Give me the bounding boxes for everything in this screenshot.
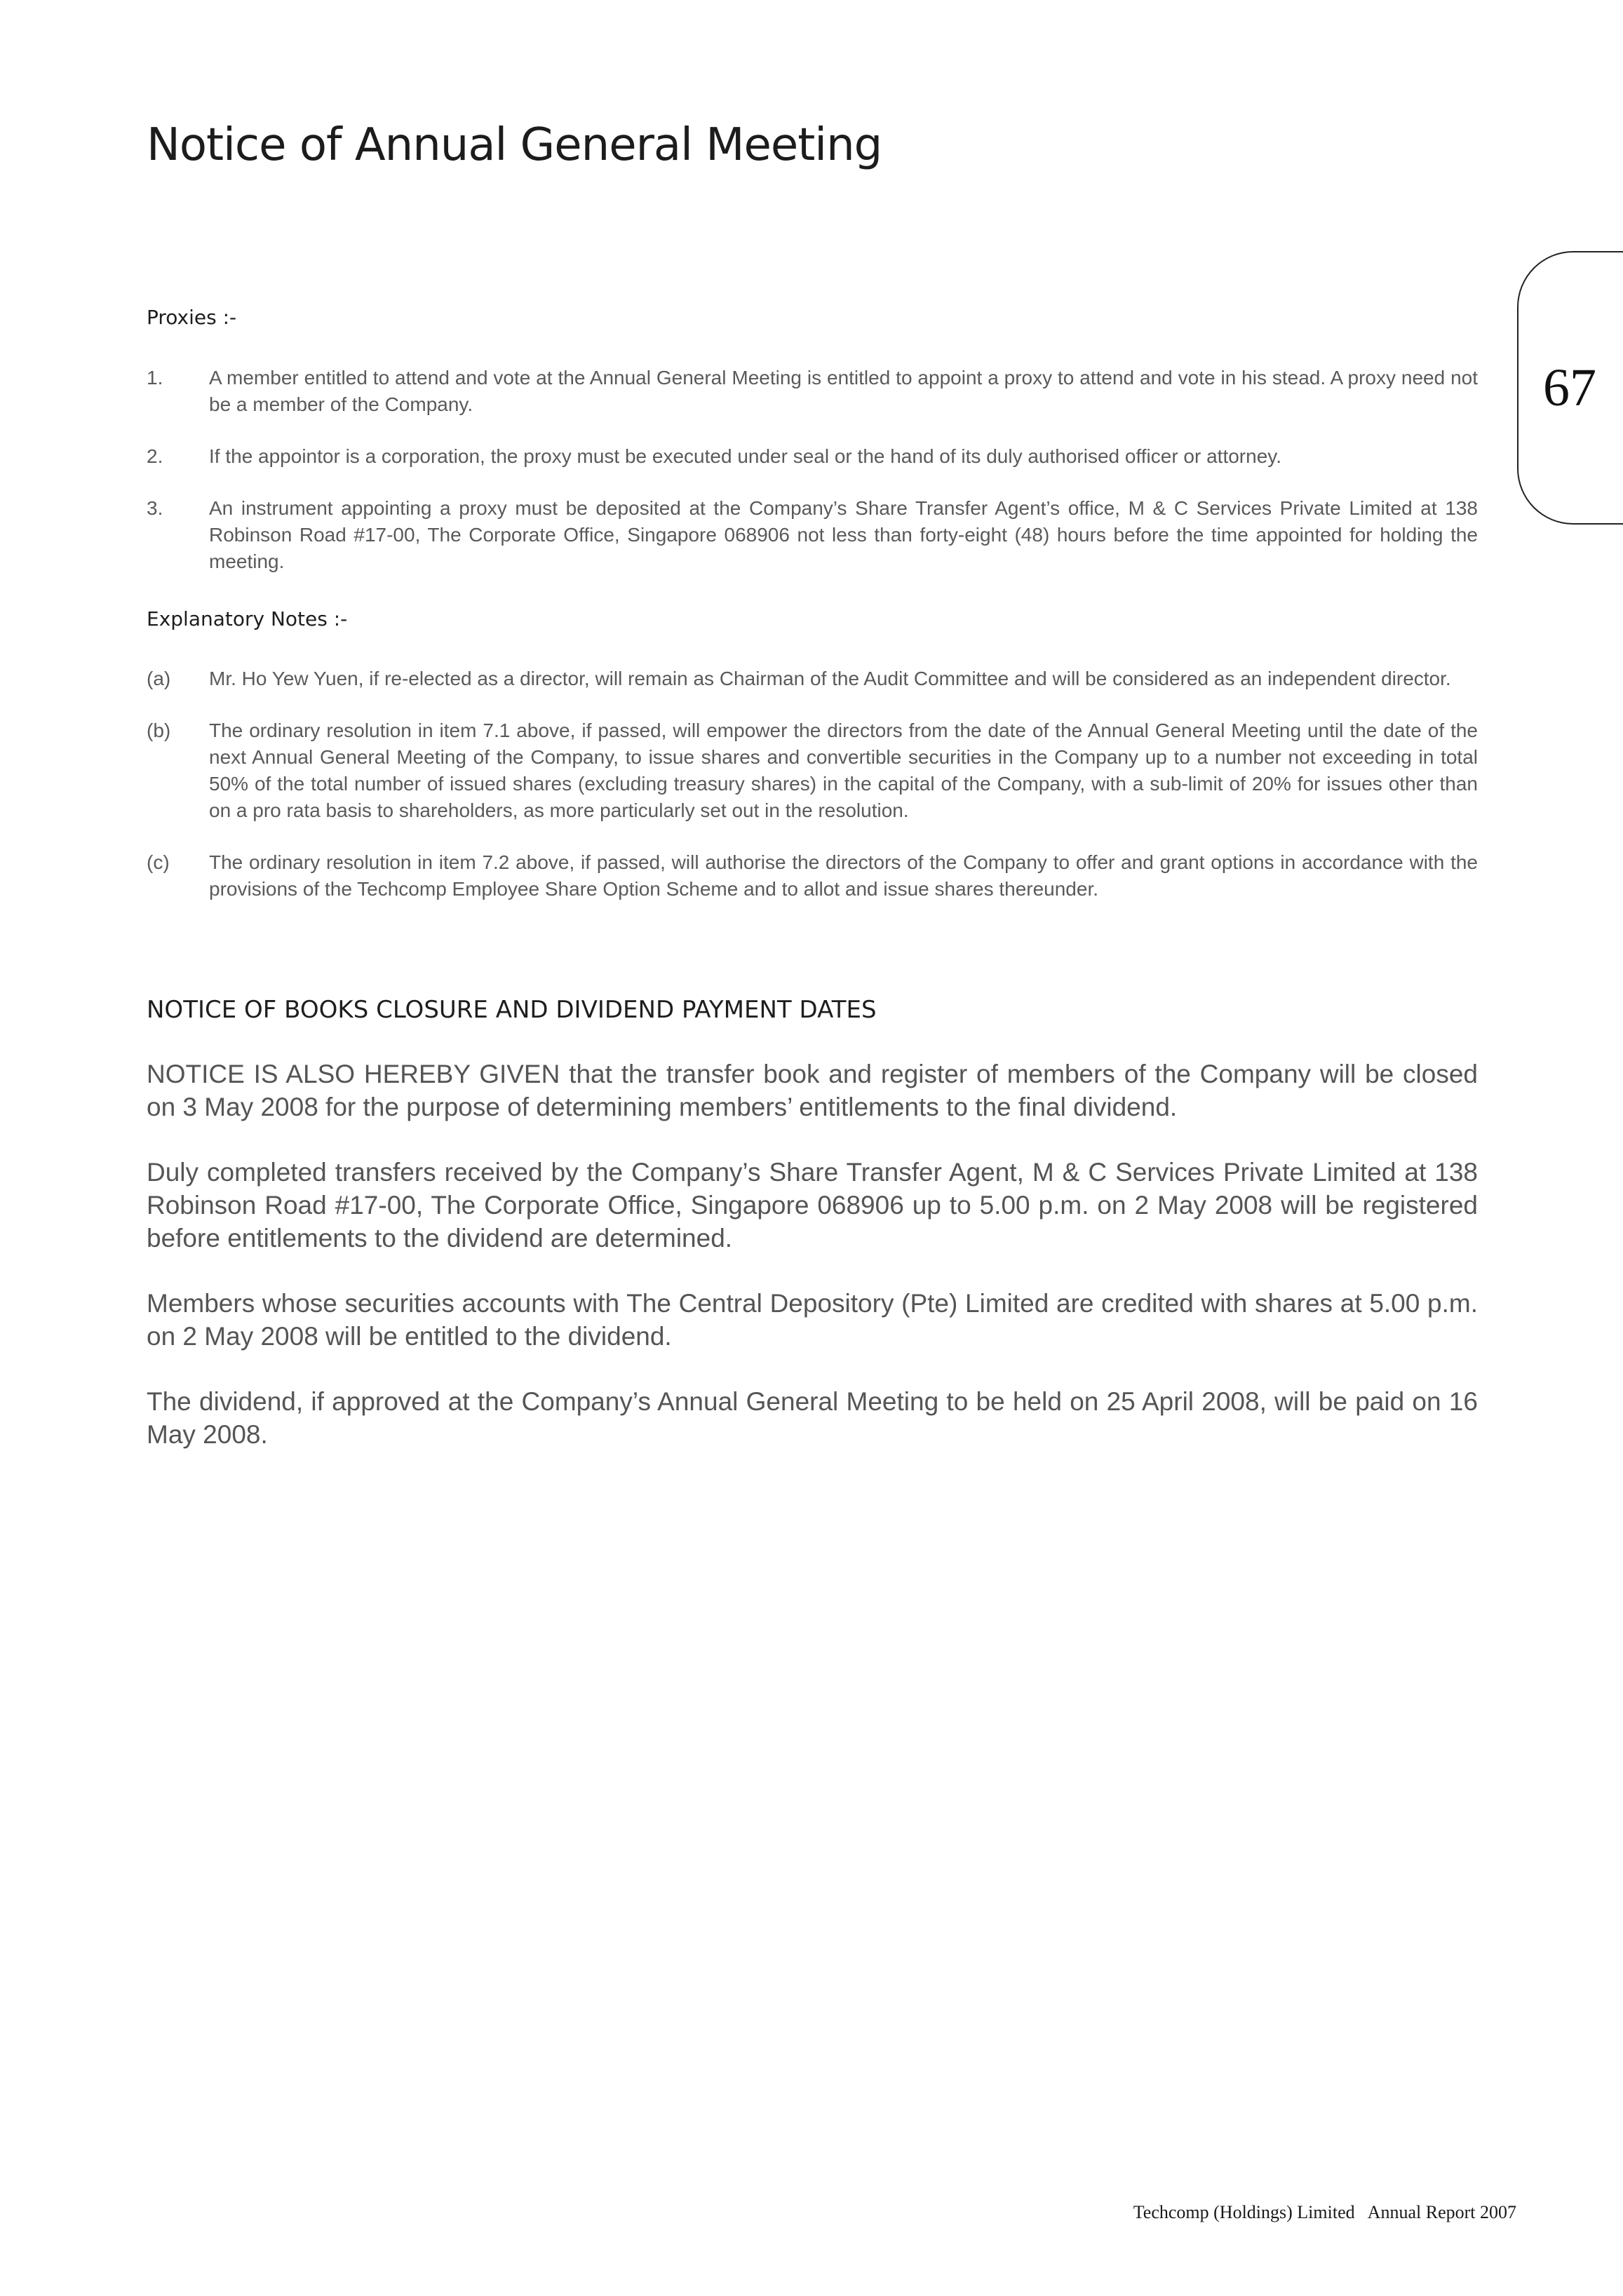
proxy-note-3 xyxy=(147,495,1478,575)
note-text: An instrument appointing a proxy must be deposited at the Company’s Share Transfer Agent’s office, M & C Services Private Limited at 138 Robinson Road #17-00, The Corporate Office, Singapore 068906 not less than forty-eight (48) hours before the time appointed for holding the meeting. xyxy=(209,497,1478,572)
note-text: Mr. Ho Yew Yuen, if re-elected as a director, will remain as Chairman of the Audit Committee and will be considered as an independent director. xyxy=(209,668,1451,689)
proxy-note-2 xyxy=(147,443,1478,470)
note-text: A member entitled to attend and vote at the Annual General Meeting is entitled to appoint a proxy to attend and vote in his stead. A proxy need not be a member of the Company. xyxy=(209,367,1478,415)
closure-paragraph: Duly completed transfers received by the Company’s Share Transfer Agent, M & C Services Private Limited at 138 Robinson Road #17-00, The Corporate Office, Singapore 068906 up to 5.00 p.m. on 2 May 2008 will be registered before entitlements to the dividend are determined. xyxy=(147,1158,1478,1252)
note-marker: 3. xyxy=(147,497,163,519)
page-number: 67 xyxy=(1543,358,1596,417)
closure-paragraph: The dividend, if approved at the Company’s Annual General Meeting to be held on 25 April 2008, will be paid on 16 May 2008. xyxy=(147,1387,1478,1449)
note-marker: 2. xyxy=(147,445,163,467)
note-marker: (c) xyxy=(147,851,170,873)
proxies-list xyxy=(147,365,1478,575)
closure-paragraph: Members whose securities accounts with The Central Depository (Pte) Limited are credited with shares at 5.00 p.m. on 2 May 2008 will be entitled to the dividend. xyxy=(147,1289,1478,1351)
page-title: Notice of Annual General Meeting xyxy=(147,119,882,171)
books-closure-heading: NOTICE OF BOOKS CLOSURE AND DIVIDEND PAYMENT DATES xyxy=(147,996,877,1024)
footer-report-label: Techcomp (Holdings) Limited Annual Report 2007 xyxy=(1133,2202,1516,2222)
explanatory-note-a xyxy=(147,666,1478,692)
explanatory-notes-heading: Explanatory Notes :- xyxy=(147,607,348,630)
explanatory-note-b xyxy=(147,717,1478,824)
note-text: The ordinary resolution in item 7.2 above, if passed, will authorise the directors of the Company to offer and grant options in accordance with the provisions of the Techcomp Employee Share Option Scheme and to allot and issue shares thereunder. xyxy=(209,851,1478,900)
closure-paragraph: NOTICE IS ALSO HEREBY GIVEN that the transfer book and register of members of the Company will be closed on 3 May 2008 for the purpose of determining members’ entitlements to the final dividend. xyxy=(147,1060,1478,1121)
note-marker: (a) xyxy=(147,668,171,689)
note-marker: (b) xyxy=(147,720,171,741)
note-marker: 1. xyxy=(147,367,163,389)
note-text: The ordinary resolution in item 7.1 above, if passed, will empower the directors from the date of the Annual General Meeting until the date of the next Annual General Meeting of the Company, to issue shares and convertible securities in the Company up to a number not exceeding in total 50% of the total number of issued shares (excluding treasury shares) in the capital of the Company, with a sub-limit of 20% for issues other than on a pro rata basis to shareholders, as more particularly set out in the resolution. xyxy=(209,720,1478,821)
explanatory-notes-list xyxy=(147,666,1478,903)
explanatory-note-c xyxy=(147,849,1478,903)
proxies-heading: Proxies :- xyxy=(147,306,237,329)
note-text: If the appointor is a corporation, the proxy must be executed under seal or the hand of its duly authorised officer or attorney. xyxy=(209,445,1281,467)
proxy-note-1 xyxy=(147,365,1478,418)
books-closure-body xyxy=(147,1058,1478,1483)
